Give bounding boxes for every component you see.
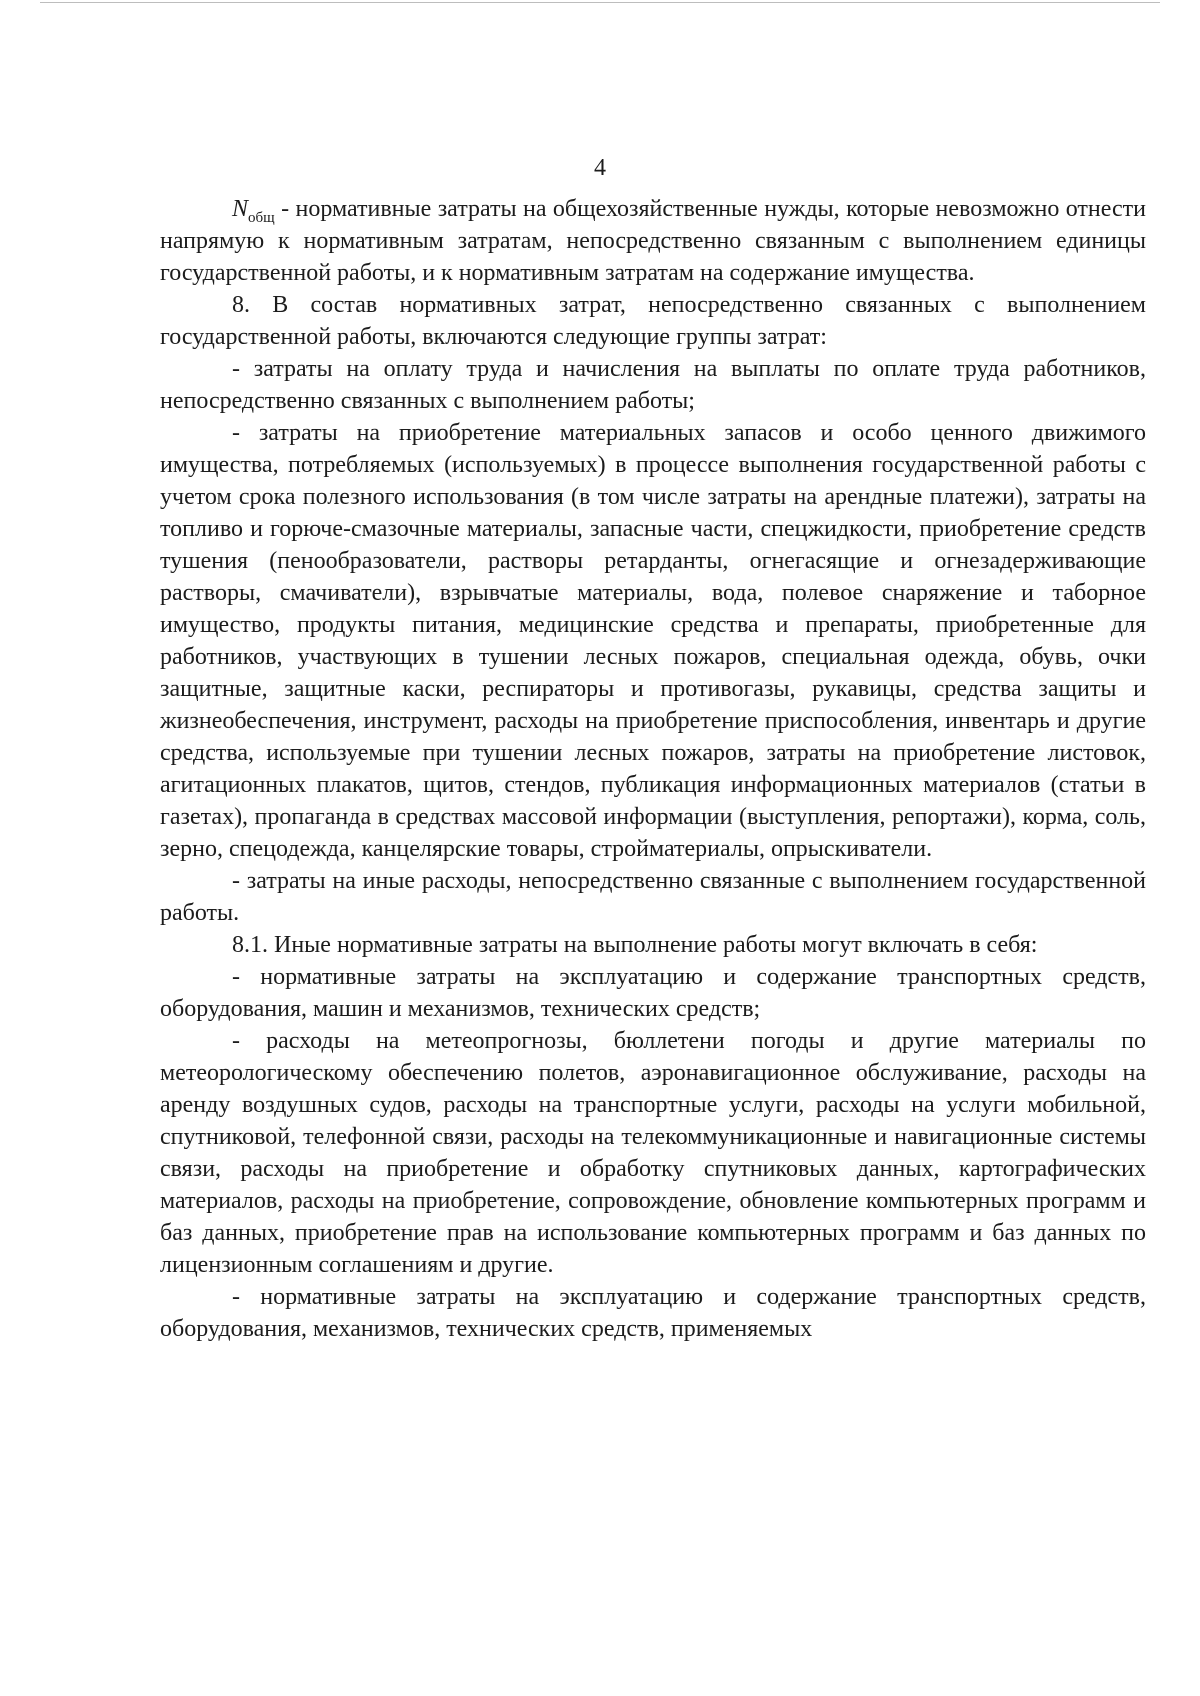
list-item-weather-and-communications: - расходы на метеопрогнозы, бюллетени погоды и другие материалы по метеорологическому обеспечению полетов, аэронавигационное обслуживание, расходы на аренду воздушных судов, расходы на транспортные услуги, расходы на услуги мобильной, спутниковой, телефонной связи, расходы на телекоммуникационные и навигационные системы связи, расходы на приобретение и обработку спутниковых данных, картографических материалов, расходы на приобретение, сопровождение, обновление компьютерных программ и баз данных, приобретение прав на использование компьютерных программ и баз данных по лицензионным соглашениям и другие. xyxy=(160,1028,1146,1278)
definition-text: - нормативные затраты на общехозяйственные нужды, которые невозможно отнести напрямую к нормативным затратам, непосредственно связанным с выполнением единицы государственной работы, и к нормативным затратам на содержание имущества. xyxy=(160,196,1146,286)
scan-edge-line xyxy=(40,2,1160,3)
list-item-equipment-maintenance: - нормативные затраты на эксплуатацию и содержание транспортных средств, оборудования, механизмов, технических средств, применяемых xyxy=(160,1284,1146,1342)
formula-symbol: $N_{общ}$ xyxy=(232,196,275,226)
paragraph-8-1: 8.1. Иные нормативные затраты на выполнение работы могут включать в себя: xyxy=(232,932,1038,958)
document-body xyxy=(160,193,1146,1345)
formula-subscript: общ xyxy=(248,209,275,226)
page-number: 4 xyxy=(594,155,606,181)
definition-paragraph xyxy=(160,193,1146,289)
list-item-material-costs: - затраты на приобретение материальных запасов и особо ценного движимого имущества, потребляемых (используемых) в процессе выполнения государственной работы с учетом срока полезного использования (в том числе затраты на арендные платежи), затраты на топливо и горюче-смазочные материалы, запасные части, спецжидкости, приобретение средств тушения (пенообразователи, растворы ретарданты, огнегасящие и огнезадерживающие растворы, смачиватели), взрывчатые материалы, вода, полевое снаряжение и таборное имущество, продукты питания, медицинские средства и препараты, приобретенные для работников, участвующих в тушении лесных пожаров, специальная одежда, обувь, очки защитные, защитные каски, респираторы и противогазы, рукавицы, средства защиты и жизнеобеспечения, инструмент, расходы на приобретение приспособления, инвентарь и другие средства, используемые при тушении лесных пожаров, затраты на приобретение листовок, агитационных плакатов, щитов, стендов, публикация информационных материалов (статьи в газетах), пропаганда в средствах массовой информации (выступления, репортажи), корма, соль, зерно, спецодежда, канцелярские товары, стройматериалы, опрыскиватели. xyxy=(160,420,1146,862)
list-item-labor-costs: - затраты на оплату труда и начисления на выплаты по оплате труда работников, непосредственно связанных с выполнением работы; xyxy=(160,356,1146,414)
list-item-vehicle-maintenance: - нормативные затраты на эксплуатацию и содержание транспортных средств, оборудования, машин и механизмов, технических средств; xyxy=(160,964,1146,1022)
list-item-other-costs: - затраты на иные расходы, непосредственно связанные с выполнением государственной работы. xyxy=(160,868,1146,926)
paragraph-8: 8. В состав нормативных затрат, непосредственно связанных с выполнением государственной работы, включаются следующие группы затрат: xyxy=(160,292,1146,350)
